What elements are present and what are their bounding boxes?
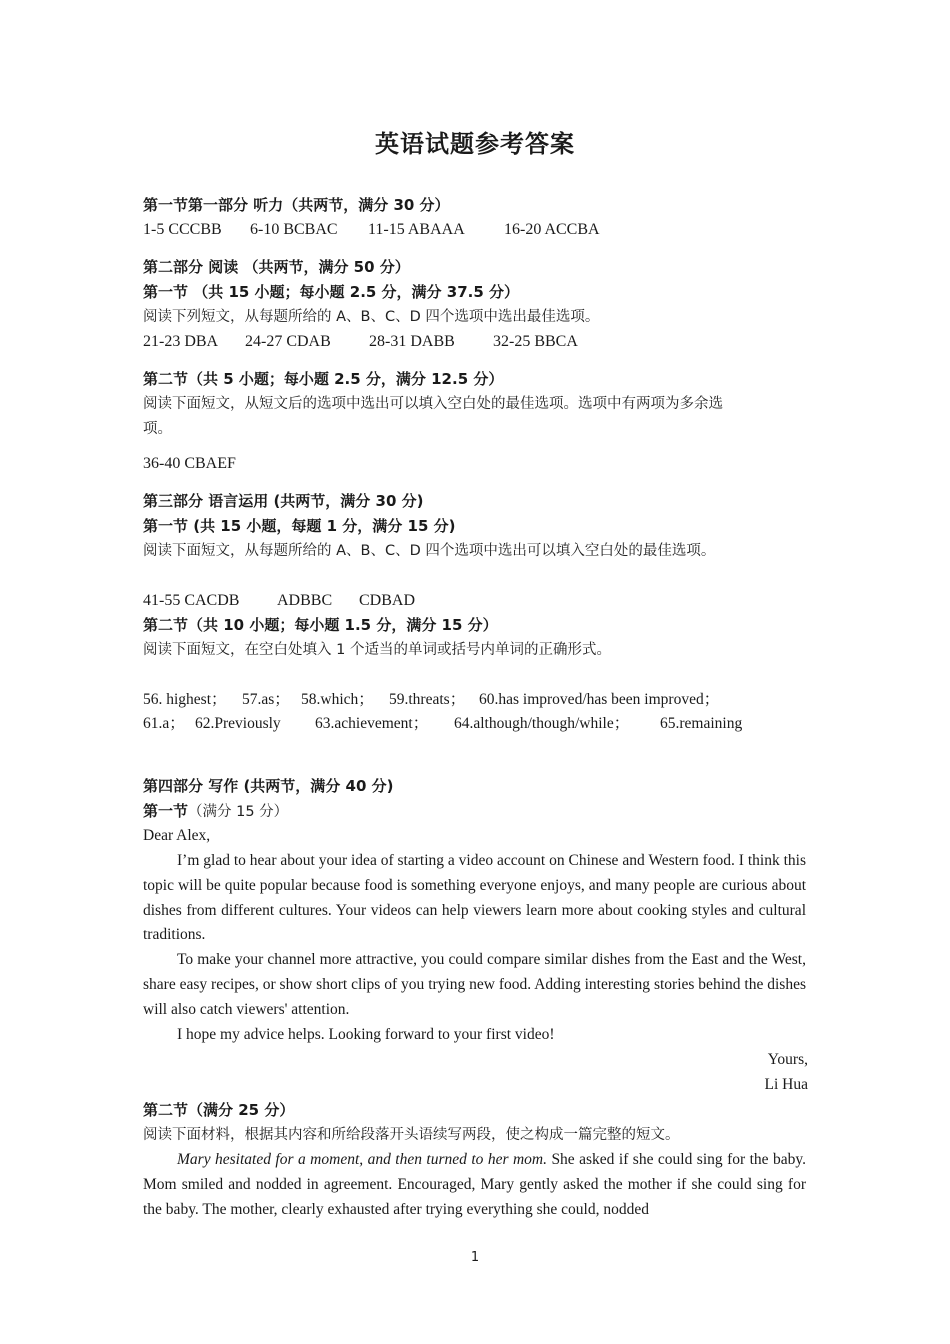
- answer-group: 1-5 CCCBB: [143, 221, 222, 238]
- answer-item: 63.achievement；: [315, 715, 429, 732]
- part2-sec2-instruction-cont: 项。: [143, 421, 172, 437]
- answer-item: 60.has improved/has been improved；: [479, 691, 720, 708]
- part3-sec1-answers: [143, 589, 808, 614]
- answer-group: CDBAD: [359, 592, 416, 609]
- answer-group: ADBBC: [277, 592, 333, 609]
- answer-group: 32-25 BBCA: [493, 333, 578, 350]
- part2-sec2-heading: 第二节（共 5 小题；每小题 2.5 分，满分 12.5 分）: [143, 370, 504, 388]
- answer-item: 57.as；: [242, 691, 290, 708]
- part2-sec2-instruction: 阅读下面短文，从短文后的选项中选出可以填入空白处的最佳选项。选项中有两项为多余选: [143, 396, 723, 412]
- part3-heading: 第三部分 语言运用 (共两节，满分 30 分): [143, 492, 424, 510]
- part2-sec1-heading: 第一节 （共 15 小题；每小题 2.5 分，满分 37.5 分）: [143, 283, 520, 301]
- letter-body: [143, 849, 806, 1047]
- letter-paragraph: I hope my advice helps. Looking forward to your first video!: [177, 1025, 555, 1043]
- answer-item: 56. highest；: [143, 691, 227, 708]
- answer-group: 28-31 DABB: [369, 333, 455, 350]
- part3-sec1-heading: 第一节 (共 15 小题，每题 1 分，满分 15 分): [143, 517, 456, 535]
- letter-greeting: Dear Alex,: [143, 827, 211, 844]
- part4-heading: 第四部分 写作 (共两节，满分 40 分): [143, 777, 394, 795]
- part4-sec2-instruction: 阅读下面材料，根据其内容和所给段落开头语续写两段，使之构成一篇完整的短文。: [143, 1127, 680, 1143]
- part4-sec2-heading: 第二节（满分 25 分）: [143, 1101, 295, 1119]
- answer-group: 6-10 BCBAC: [250, 221, 338, 238]
- part2-sec2-answers: 36-40 CBAEF: [143, 455, 236, 472]
- part1-answers: [143, 218, 808, 243]
- continuation-passage: [143, 1148, 806, 1222]
- part1-heading: 第一节第一部分 听力（共两节，满分 30 分）: [143, 196, 450, 214]
- part3-sec2-instruction: 阅读下面短文，在空白处填入 1 个适当的单词或括号内单词的正确形式。: [143, 642, 611, 658]
- answer-group: 24-27 CDAB: [245, 333, 331, 350]
- answer-group: 16-20 ACCBA: [504, 221, 600, 238]
- letter-paragraph: I’m glad to hear about your idea of starting a video account on Chinese and Western food. I think this topic will be quite popular because food is something everyone enjoys, and many people are curious about dishes from different cultures. Your videos can help viewers learn more about cooking styles and cultural traditions.: [143, 852, 806, 944]
- page-number: 1: [470, 1250, 480, 1265]
- passage-text: She asked if she could sing for the baby. Mom smiled and nodded in agreement. Encouraged, Mary gently asked the mother if she could sing for the baby. The mother, clearly exhausted after trying everything she could, nodded: [143, 1151, 807, 1218]
- letter-signature: Li Hua: [764, 1076, 808, 1093]
- part3-sec1-instruction: 阅读下面短文，从每题所给的 A、B、C、D 四个选项中选出可以填入空白处的最佳选项。: [143, 543, 716, 559]
- letter-closing: Yours,: [767, 1051, 808, 1068]
- page-title: 英语试题参考答案: [375, 130, 575, 158]
- answer-item: 62.Previously: [195, 715, 281, 732]
- part3-sec2-answers-row1: [143, 688, 808, 713]
- answer-item: 58.which；: [301, 691, 374, 708]
- answer-item: 61.a；: [143, 715, 185, 732]
- part2-heading: 第二部分 阅读 （共两节，满分 50 分）: [143, 258, 410, 276]
- part2-sec1-answers: [143, 330, 808, 355]
- part3-sec2-answers-row2: [143, 712, 808, 737]
- answer-group: 11-15 ABAAA: [368, 221, 465, 238]
- letter-paragraph: To make your channel more attractive, you could compare similar dishes from the East and the West, share easy recipes, or show short clips of you trying new food. Adding interesting stories behind the dishes will also catch viewers' attention.: [143, 951, 806, 1018]
- answer-item: 59.threats；: [389, 691, 466, 708]
- part4-sec1-heading-line: [143, 799, 808, 825]
- part3-sec2-heading: 第二节（共 10 小题；每小题 1.5 分，满分 15 分）: [143, 616, 498, 634]
- part4-sec1-score: （满分 15 分）: [188, 804, 289, 820]
- part4-sec1-heading: 第一节: [143, 802, 189, 820]
- passage-opening: Mary hesitated for a moment, and then turned to her mom.: [177, 1151, 547, 1168]
- answer-item: 65.remaining: [660, 715, 743, 732]
- answer-group: 21-23 DBA: [143, 333, 219, 350]
- answer-group: 41-55 CACDB: [143, 592, 240, 609]
- part2-sec1-instruction: 阅读下列短文，从每题所给的 A、B、C、D 四个选项中选出最佳选项。: [143, 309, 600, 325]
- answer-item: 64.although/though/while；: [454, 715, 630, 732]
- passage-paragraph: [143, 1148, 806, 1222]
